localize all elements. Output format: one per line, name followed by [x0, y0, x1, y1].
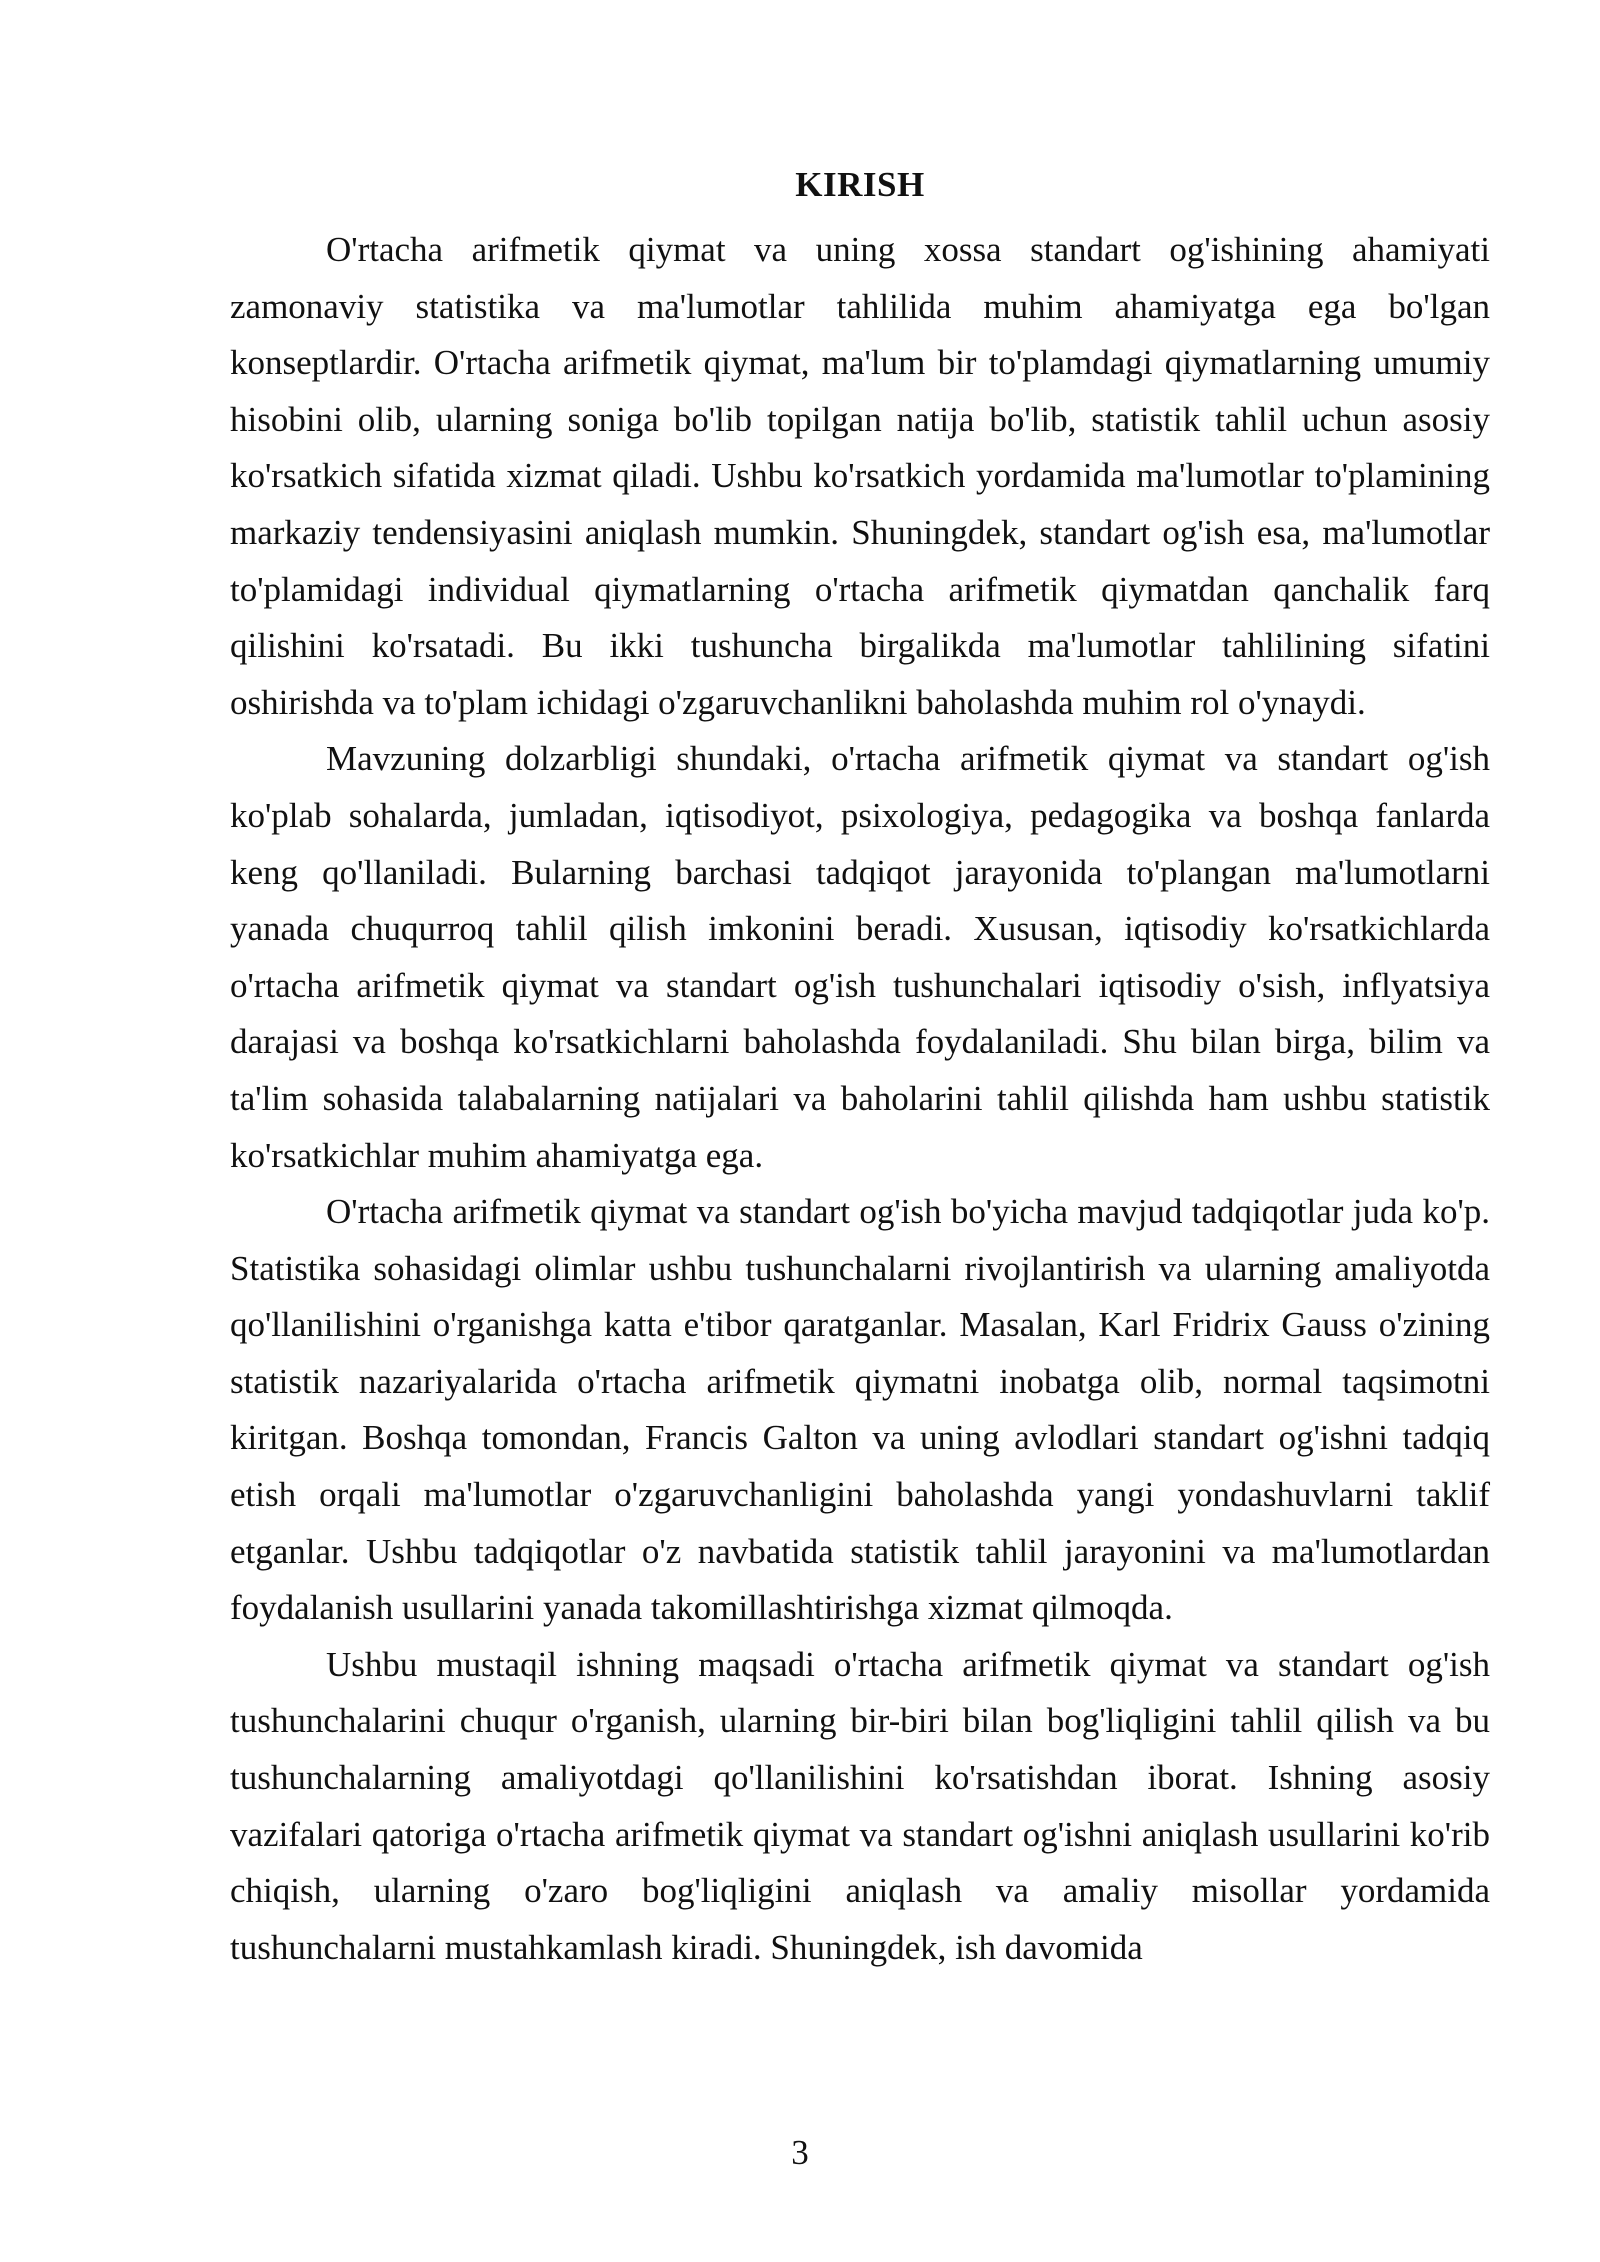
paragraph-3: O'rtacha arifmetik qiymat va standart og'ish bo'yicha mavjud tadqiqotlar juda ko'p. Statistika sohasidagi olimlar ushbu tushunchalarni rivojlantirish va ularning amaliyotda qo'llanilishini o'rganishga katta e'tibor qaratganlar. Masalan, Karl Fridrix Gauss o'zining statistik nazariyalarida o'rtacha arifmetik qiymatni inobatga olib, normal taqsimotni kiritgan. Boshqa tomondan, Francis Galton va uning avlodlari standart og'ishni tadqiq etish orqali ma'lumotlar o'zgaruvchanligini baholashda yangi yondashuvlarni taklif etganlar. Ushbu tadqiqotlar o'z navbatida statistik tahlil jarayonini va ma'lumotlardan foydalanish usullarini yanada takomillashtirishga xizmat qilmoqda.	[230, 1192, 1490, 1628]
page-title: KIRISH	[795, 165, 925, 204]
paragraph-2: Mavzuning dolzarbligi shundaki, o'rtacha arifmetik qiymat va standart og'ish ko'plab sohalarda, jumladan, iqtisodiyot, psixologiya, pedagogika va boshqa fanlarda keng qo'llaniladi. Bularning barchasi tadqiqot jarayonida to'plangan ma'lumotlarni yanada chuqurroq tahlil qilish imkonini beradi. Xususan, iqtisodiy ko'rsatkichlarda o'rtacha arifmetik qiymat va standart og'ish tushunchalari iqtisodiy o'sish, inflyatsiya darajasi va boshqa ko'rsatkichlarni baholashda foydalaniladi. Shu bilan birga, bilim va ta'lim sohasida talabalarning natijalari va baholarini tahlil qilishda ham ushbu statistik ko'rsatkichlar muhim ahamiyatga ega.	[230, 739, 1490, 1175]
page-number: 3	[791, 2133, 809, 2172]
paragraph-1: O'rtacha arifmetik qiymat va uning xossa standart og'ishining ahamiyati zamonaviy statistika va ma'lumotlar tahlilida muhim ahamiyatga ega bo'lgan konseptlardir. O'rtacha arifmetik qiymat, ma'lum bir to'plamdagi qiymatlarning umumiy hisobini olib, ularning soniga bo'lib topilgan natija bo'lib, statistik tahlil uchun asosiy ko'rsatkich sifatida xizmat qiladi. Ushbu ko'rsatkich yordamida ma'lumotlar to'plamining markaziy tendensiyasini aniqlash mumkin. Shuningdek, standart og'ish esa, ma'lumotlar to'plamidagi individual qiymatlarning o'rtacha arifmetik qiymatdan qanchalik farq qilishini ko'rsatadi. Bu ikki tushuncha birgalikda ma'lumotlar tahlilining sifatini oshirishda va to'plam ichidagi o'zgaruvchanlikni baholashda muhim rol o'ynaydi.	[230, 230, 1490, 722]
paragraph-4: Ushbu mustaqil ishning maqsadi o'rtacha arifmetik qiymat va standart og'ish tushunchalarini chuqur o'rganish, ularning bir-biri bilan bog'liqligini tahlil qilish va bu tushunchalarning amaliyotdagi qo'llanilishini ko'rsatishdan iborat. Ishning asosiy vazifalari qatoriga o'rtacha arifmetik qiymat va standart og'ishni aniqlash usullarini ko'rib chiqish, ularning o'zaro bog'liqligini aniqlash va amaliy misollar yordamida tushunchalarni mustahkamlash kiradi. Shuningdek, ish davomida	[230, 1644, 1490, 1967]
page-content	[230, 160, 1490, 1976]
